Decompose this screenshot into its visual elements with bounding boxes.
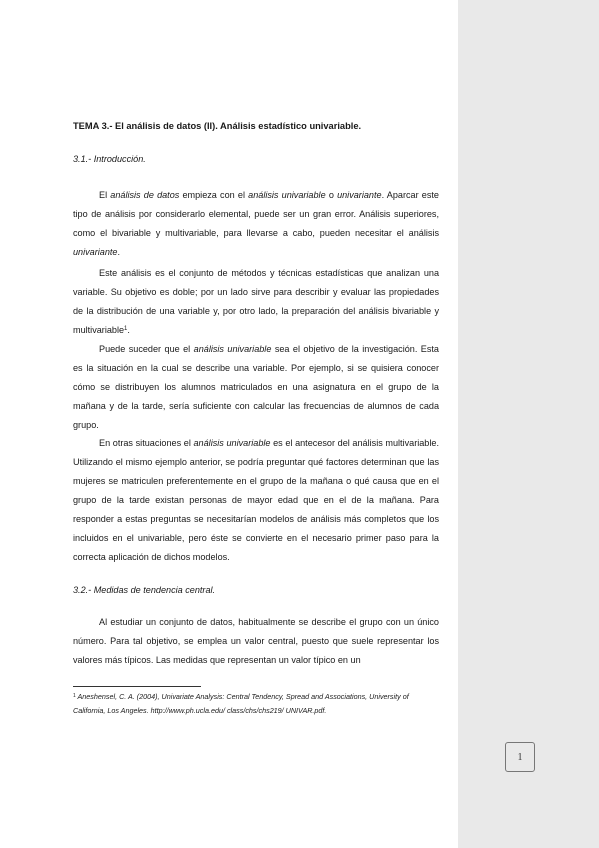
footnote: [73, 690, 439, 718]
section-heading-introduccion: 3.1.- Introducción.: [73, 154, 146, 164]
footnote-text: Aneshensel, C. A. (2004), Univariate Analysis: Central Tendency, Spread and Associations, University of California, Los Angeles. http://www.ph.ucla.edu/ class/chs/chs219/ UNIVAR.pdf.: [73, 692, 409, 715]
footnote-number: 1: [73, 693, 76, 699]
paragraph-5: Al estudiar un conjunto de datos, habitualmente se describe el grupo con un único número. Para tal objetivo, se emplea un valor central, puesto que suele representar los valores más típicos. Las medidas que representan un valor típico en un: [73, 617, 439, 665]
paragraph-3: Puede suceder que el análisis univariable sea el objetivo de la investigación. Esta es la situación en la cual se describe una variable. Por ejemplo, si se quisiera conocer cómo se distribuyen los alumnos matriculados en una asignatura en el grupo de la mañana y de la tarde, sería suficiente con calcular las frecuencias de alumnos de cada grupo.: [73, 344, 439, 430]
paragraph-2: Este análisis es el conjunto de métodos y técnicas estadísticas que analizan una variable. Su objetivo es doble; por un lado sirve para describir y evaluar las propiedades de la distribución de una variable y, por otro lado, la preparación del análisis bivariable y multivariable$^1$.: [73, 268, 439, 335]
footnote-separator: [73, 686, 201, 687]
page-number: 1: [505, 742, 535, 772]
comments-margin-panel: [458, 0, 599, 848]
page-title: TEMA 3.- El análisis de datos (II). Análisis estadístico univariable.: [73, 121, 362, 131]
paragraph-4: En otras situaciones el análisis univariable es el antecesor del análisis multivariable. Utilizando el mismo ejemplo anterior, se podría preguntar qué factores determinan que las mujeres se matriculen preferentemente en el grupo de la mañana o qué causa que en el grupo de la tarde existan personas de mayor edad que en el de la mañana. Para responder a estas preguntas se necesitarían modelos de análisis más completos que los incluidos en el univariable, pero éste se convierte en el necesario primer paso para la correcta aplicación de dichos modelos.: [73, 438, 439, 562]
paragraph-1: El análisis de datos empieza con el análisis univariable o univariante. Aparcar este tipo de análisis por considerarlo elemental, puede ser un gran error. Análisis superiores, como el bivariable y multivariable, para llevarse a cabo, pueden necesitar el análisis univariante.: [73, 190, 439, 257]
section-heading-tendencia-central: 3.2.- Medidas de tendencia central.: [73, 585, 216, 595]
footnote-reference[interactable]: 1: [124, 326, 128, 332]
